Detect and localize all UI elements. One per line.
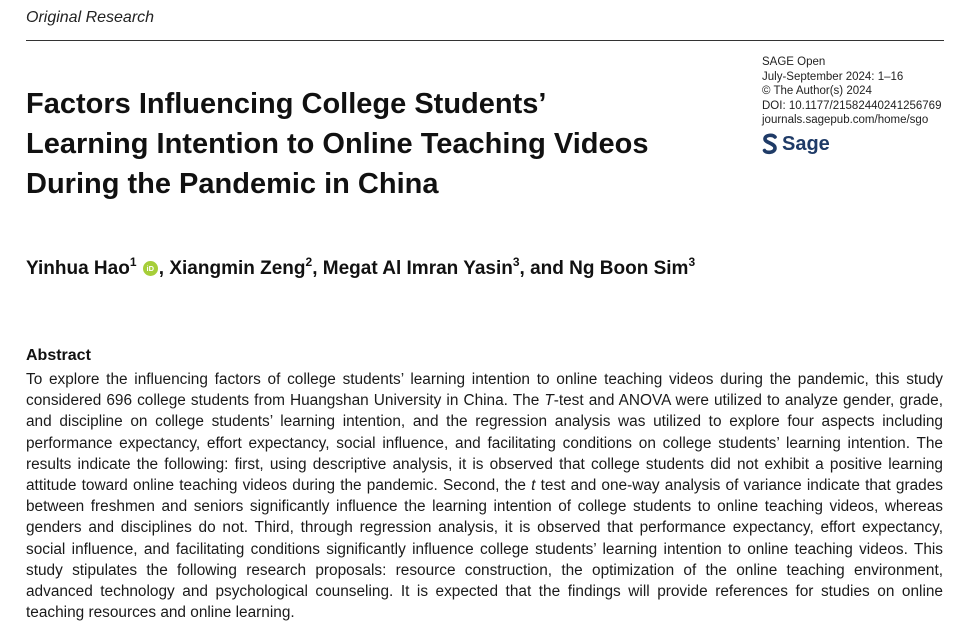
journal-issue: July-September 2024: 1–16 [762, 70, 904, 83]
author-name[interactable]: Yinhua Hao [26, 258, 130, 279]
author-separator: , and [519, 258, 570, 279]
abstract-text: -test and ANOVA were utilized to analyze gender, grade, and discipline on college students’ learning intention, and the regression analysis was utilized to explore four aspects including performance expectancy, effort expectancy, social influence, and facilitating conditions on college students’ learning intention. The results indicate the following: first, using descriptive analysis, it is observed that college students did not exhibit a positive learning attitude toward online teaching videos during the pandemic. Second, the [26, 392, 943, 495]
orcid-icon-label: iD [146, 264, 155, 273]
author-separator: , [312, 258, 323, 279]
journal-name: SAGE Open [762, 56, 826, 68]
author-name[interactable]: Xiangmin Zeng [169, 258, 306, 279]
abstract-text: To explore the influencing factors of college students’ learning intention to online teaching videos during the pandemic, this study considered 696 college students from Huangshan University in China. The [26, 371, 943, 410]
abstract-text-italic: t [531, 477, 536, 495]
affiliation-marker: 3 [688, 255, 696, 269]
orcid-icon[interactable] [143, 261, 158, 276]
journal-info [762, 55, 962, 128]
publisher-logo-text: Sage [782, 132, 830, 155]
author-name[interactable]: Ng Boon Sim [569, 258, 689, 279]
author-name[interactable]: Megat Al Imran Yasin [322, 258, 513, 279]
article-title: Factors Influencing College Students’ Learning Intention to Online Teaching Videos During the Pandemic in China [26, 88, 649, 200]
copyright-notice: © The Author(s) 2024 [762, 85, 872, 97]
doi-link[interactable]: DOI: 10.1177/21582440241256769 [762, 99, 942, 112]
author-list [26, 255, 696, 280]
abstract-text-italic: T [544, 392, 554, 410]
author-separator: , [158, 258, 170, 279]
affiliation-marker: 2 [305, 255, 313, 269]
affiliation-marker: 3 [512, 255, 520, 269]
journal-url[interactable]: journals.sagepub.com/home/sgo [762, 114, 929, 126]
sage-logo-icon [762, 133, 778, 155]
abstract-body [26, 369, 943, 623]
publisher-logo[interactable] [762, 132, 830, 156]
affiliation-marker: 1 [129, 255, 137, 269]
abstract-text: test and one-way analysis of variance indicate that grades between freshmen and seniors significantly influence the learning intention of college students to online teaching videos, whereas genders and disciplines do not. Third, through regression analysis, it is observed that performance expectancy, effort expectancy, social influence, and facilitating conditions significantly influence college students’ learning intention to online teaching videos. This study stipulates the following research proposals: resource construction, the optimization of the online teaching environment, advanced technology and psychological counseling. It is expected that the findings will provide references for studies on online teaching resources and online learning. [26, 477, 943, 622]
article-type-label: Original Research [26, 9, 155, 26]
header-rule [26, 40, 944, 41]
abstract-heading: Abstract [26, 347, 91, 364]
